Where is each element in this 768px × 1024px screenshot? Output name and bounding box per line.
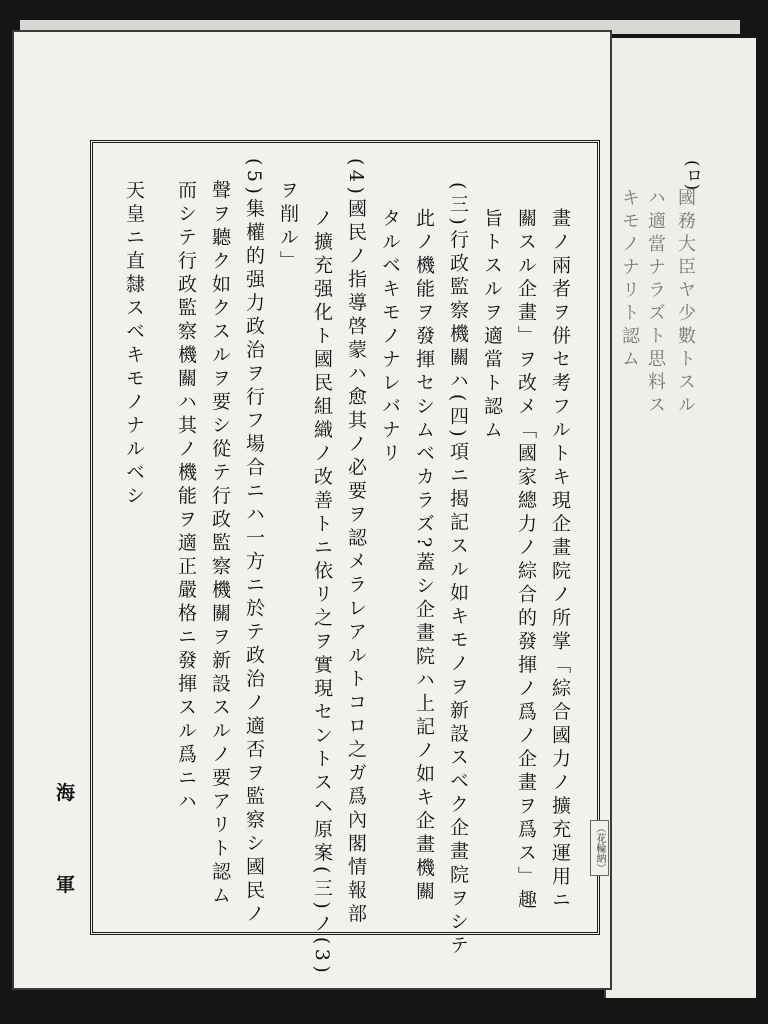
text-column: (4)國民ノ指導啓蒙ハ愈其ノ必要ヲ認メラレアルトコロ之ガ爲內閣情報部 bbox=[345, 158, 367, 927]
text-column: ヲ削ル」 bbox=[277, 180, 299, 274]
text-column: (5)集權的强力政治ヲ行フ場合ニハ一方ニ於テ政治ノ適否ヲ監察シ國民ノ bbox=[243, 158, 265, 927]
archive-stamp: （花輪納） bbox=[590, 820, 609, 876]
right-page-marker: (ロ) bbox=[682, 160, 702, 191]
right-page-column-2: ハ適當ナラズト思料ス bbox=[645, 188, 666, 418]
margin-label-bottom: 軍 bbox=[56, 874, 76, 896]
text-column: 天皇ニ直隸スベキモノナルベシ bbox=[123, 180, 145, 509]
text-column: 旨トスルヲ適當ト認ム bbox=[481, 208, 503, 443]
text-column: 關スル企畫」ヲ改メ「國家總力ノ綜合的發揮ノ爲ノ企畫ヲ爲ス」趣 bbox=[515, 208, 537, 913]
text-column: ノ擴充强化ト國民組織ノ改善トニ依リ之ヲ實現セントスヘ原案(三)ノ(3) bbox=[311, 208, 333, 978]
text-column: タルベキモノナレバナリ bbox=[379, 208, 401, 467]
text-column: 此ノ機能ヲ發揮セシムベカラズ?蓋シ企畫院ハ上記ノ如キ企畫機關 bbox=[413, 208, 435, 905]
text-column: 聲ヲ聽ク如クスルヲ要シ從テ行政監察機關ヲ新設スルノ要アリト認ム bbox=[209, 180, 231, 909]
text-column: (三)行政監察機關ハ(四)項ニ揭記スル如キモノヲ新設スベク企畫院ヲシテ bbox=[447, 182, 469, 959]
main-page bbox=[12, 30, 612, 990]
text-column: 畫ノ兩者ヲ併セ考フルトキ現企畫院ノ所掌「綜合國力ノ擴充運用ニ bbox=[549, 208, 571, 913]
right-page-column-1: 國務大臣ヤ少數トスル bbox=[675, 188, 696, 418]
right-page-column-3: キモノナリト認ム bbox=[619, 188, 640, 372]
text-column: 而シテ行政監察機關ハ其ノ機能ヲ適正嚴格ニ發揮スル爲ニハ bbox=[175, 180, 197, 815]
margin-label-top: 海 bbox=[56, 782, 76, 804]
right-page bbox=[604, 38, 756, 998]
